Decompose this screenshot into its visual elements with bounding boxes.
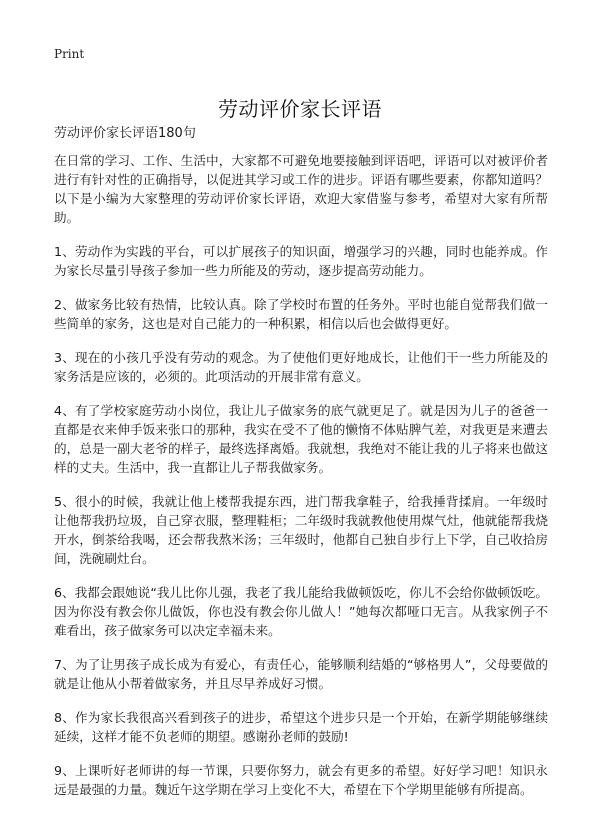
- comment-paragraph-2: 2、做家务比较有热情，比较认真。除了学校时布置的任务外。平时也能自觉帮我们做一些简单的家务，这也是对自己能力的一种积累，相信以后也会做得更好。: [54, 297, 548, 331]
- article-body: [54, 151, 548, 814]
- print-link[interactable]: Print: [54, 47, 85, 61]
- comment-paragraph-1: 1、劳动作为实践的平台，可以扩展孩子的知识面，增强学习的兴趣，同时也能养成。作为家长尽量引导孩子参加一些力所能及的劳动，逐步提高劳动能力。: [54, 244, 548, 278]
- comment-paragraph-6: 6、我都会跟她说“我儿比你儿强，我老了我儿能给我做顿饭吃，你儿不会给你做顿饭吃。因为你没有教会你儿做饭，你也没有教会你儿做人！”她每次都哑口无言。从我家例子不难看出，孩子做家务可以决定幸福未来。: [54, 585, 548, 638]
- page-title: 劳动评价家长评语: [218, 97, 382, 122]
- comment-paragraph-4: 4、有了学校家庭劳动小岗位，我让儿子做家务的底气就更足了。就是因为儿子的爸爸一直都是衣来伸手饭来张口的那种，我实在受不了他的懒惰不体贴脾气差，对我更是来遭去的，总是一副大老爷的样子，最终选择离婚。我就想，我绝对不能让我的儿子将来也做这样的丈夫。生活中，我一直都让儿子帮我做家务。: [54, 403, 548, 475]
- intro-paragraph: 在日常的学习、工作、生活中，大家都不可避免地要接触到评语吧，评语可以对被评价者进行有针对性的正确指导，以促进其学习或工作的进步。评语有哪些要素，你都知道吗？以下是小编为大家整理的劳动评价家长评语，欢迎大家借鉴与参考，希望对大家有所帮助。: [54, 153, 548, 225]
- comment-paragraph-5: 5、很小的时候，我就让他上楼帮我提东西，进门帮我拿鞋子，给我捶背揉肩。一年级时让他帮我扔垃圾，自己穿衣服，整理鞋柜；二年级时我就教他使用煤气灶，他就能帮我烧开水，倒茶给我喝，还会帮我熬米汤；三年级时，他都自己独自步行上下学，自己收拾房间，洗碗刷灶台。: [54, 494, 548, 566]
- comment-paragraph-3: 3、现在的小孩几乎没有劳动的观念。为了使他们更好地成长，让他们干一些力所能及的家务活是应该的，必须的。此项活动的开展非常有意义。: [54, 350, 548, 384]
- comment-paragraph-7: 7、为了让男孩子成长成为有爱心，有责任心，能够顺利结婚的“够格男人”，父母要做的就是让他从小帮着做家务，并且尽早养成好习惯。: [54, 657, 548, 691]
- comment-paragraph-8: 8、作为家长我很高兴看到孩子的进步，希望这个进步只是一个开始，在新学期能够继续延续，这样才能不负老师的期望。感谢孙老师的鼓励!: [54, 710, 548, 744]
- comment-paragraph-9: 9、上课听好老师讲的每一节课，只要你努力，就会有更多的希望。好好学习吧！知识永远是最强的力量。魏近午这学期在学习上变化不大，希望在下个学期里能够有所提高。: [54, 763, 548, 797]
- article-subtitle: 劳动评价家长评语180句: [54, 126, 196, 141]
